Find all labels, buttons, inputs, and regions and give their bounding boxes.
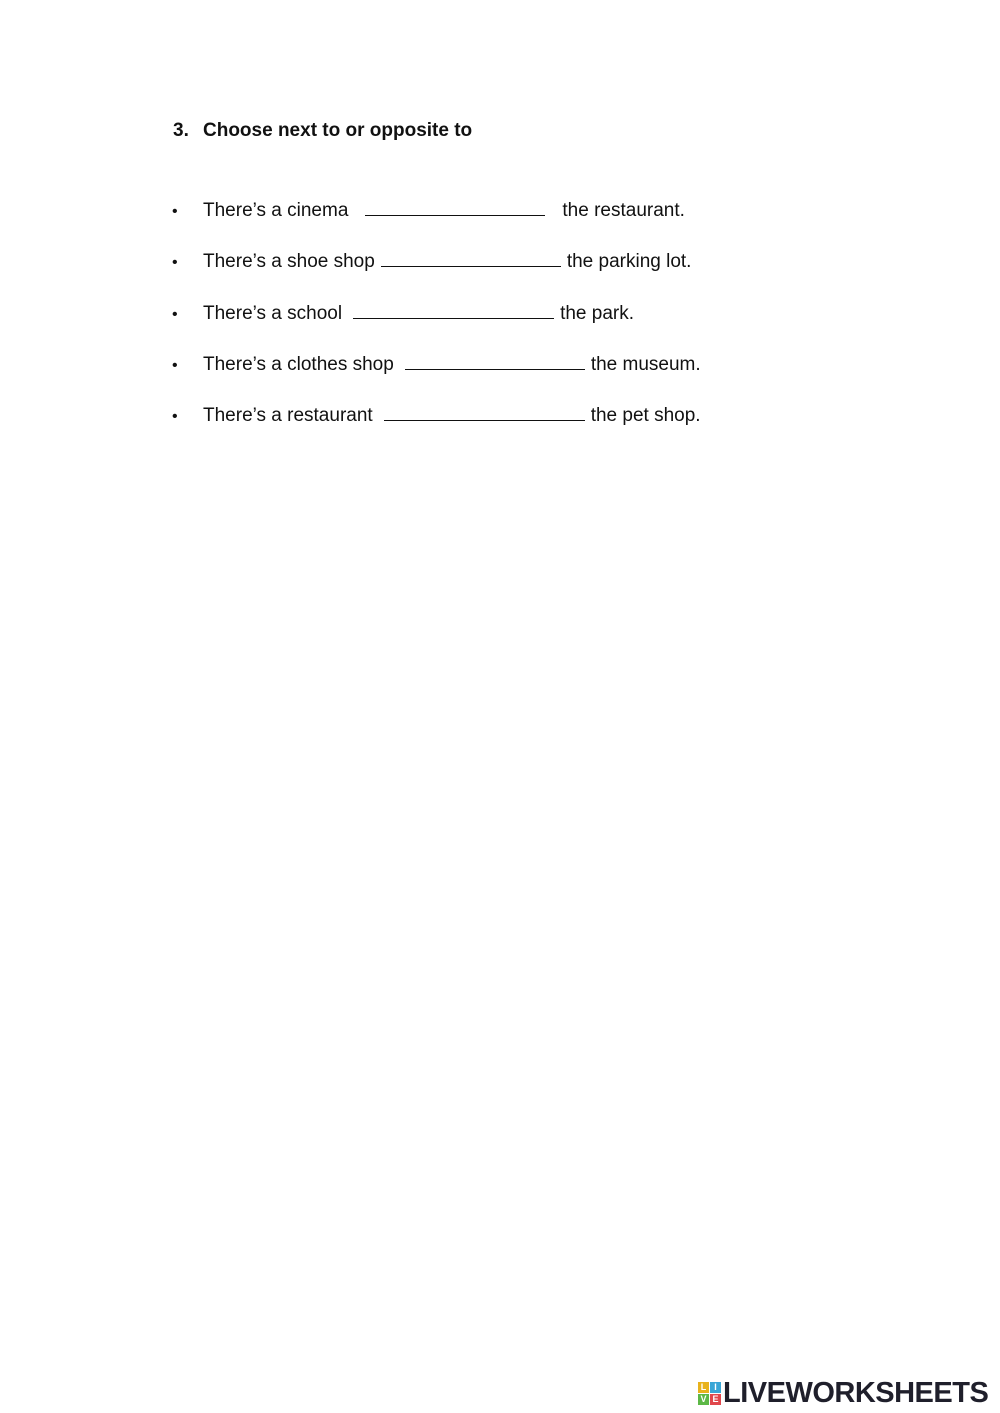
sentence-start: There’s a restaurant xyxy=(203,405,373,426)
sentence-item xyxy=(172,249,691,274)
sentence-end: the restaurant. xyxy=(562,200,685,221)
sentence-end: the park. xyxy=(560,303,634,324)
answer-blank[interactable] xyxy=(381,249,561,267)
logo-block-l: L xyxy=(698,1382,709,1393)
logo-blocks-icon xyxy=(698,1382,721,1405)
sentence-item xyxy=(172,301,634,326)
sentence-start: There’s a school xyxy=(203,303,343,324)
sentence-start: There’s a cinema xyxy=(203,200,349,221)
bullet-icon: • xyxy=(172,306,178,323)
bullet-icon: • xyxy=(172,254,178,271)
logo-block-e: E xyxy=(710,1394,721,1405)
answer-blank[interactable] xyxy=(384,403,585,421)
answer-blank[interactable] xyxy=(405,352,585,370)
liveworksheets-logo xyxy=(698,1378,988,1408)
exercise-number: 3. xyxy=(173,120,189,141)
logo-block-v: V xyxy=(698,1394,709,1405)
bullet-icon: • xyxy=(172,357,178,374)
sentence-end: the parking lot. xyxy=(566,251,692,272)
logo-text: LIVEWORKSHEETS xyxy=(723,1376,989,1409)
sentence-item xyxy=(172,198,685,223)
sentence-start: There’s a shoe shop xyxy=(203,251,375,272)
exercise-instruction: Choose next to or opposite to xyxy=(203,120,473,141)
sentence-end: the museum. xyxy=(590,354,701,375)
bullet-icon: • xyxy=(172,408,178,425)
answer-blank[interactable] xyxy=(365,198,545,216)
sentence-end: the pet shop. xyxy=(590,405,701,426)
sentence-start: There’s a clothes shop xyxy=(203,354,394,375)
exercise-heading xyxy=(173,120,472,142)
answer-blank[interactable] xyxy=(353,301,554,319)
sentence-item xyxy=(172,352,701,377)
bullet-icon: • xyxy=(172,203,178,220)
sentence-item xyxy=(172,403,701,428)
logo-block-i: I xyxy=(710,1382,721,1393)
